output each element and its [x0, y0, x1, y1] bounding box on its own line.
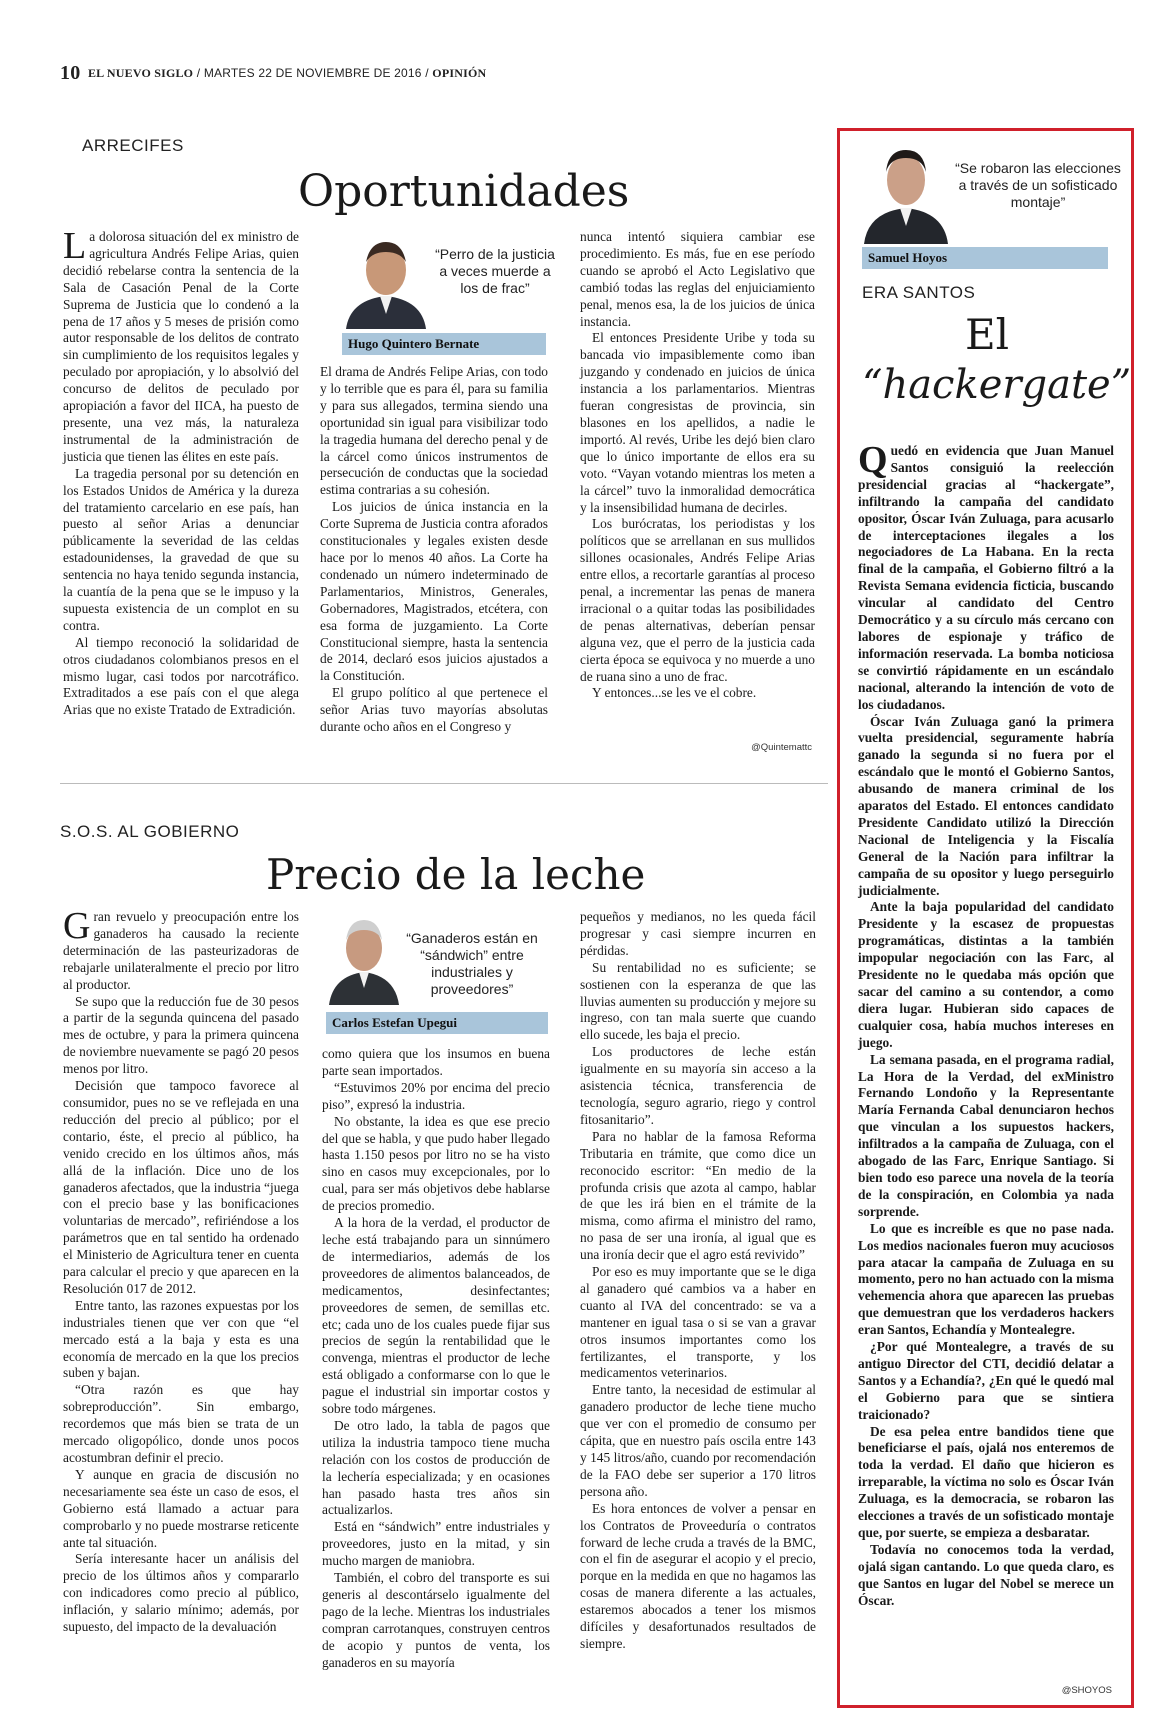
paragraph: La tragedia personal por su detención en los Estados Unidos de América y la dureza del tratamiento carcelario en ese país, han puesto al señor Arias a denunciar públicamente la severidad de las celdas estadounidenses, la gravedad de que su sentencia no haya tenido segunda instancia, la cuantía de la pena que se le impuso y la supuesta existencia de un complot en su contra. [63, 465, 299, 633]
article1-kicker: ARRECIFES [82, 136, 184, 155]
article2-author-name: Carlos Estefan Upegui [326, 1012, 548, 1034]
paragraph: A la hora de la verdad, el productor de leche está trabajando para un sinnúmero de intermediarios, además de los proveedores de alimentos balanceados, de medicamentos, desinfectantes; proveedores de semen, de semillas etc. etc; cada uno de los cuales puede fijar sus precios de según la rentabilidad que le convenga, mientras el productor de leche está obligado a conformarse con lo que le pague el industrial sin importar costos y sobre todo márgenes. [322, 1215, 550, 1417]
paragraph: No obstante, la idea es que ese precio del que se habla, y que pudo haber llegado hasta 1.150 pesos por litro no se ha visto sino en casos muy excepcionales, por lo cual, para ser más objetivos debe hablarse de precios promedio. [322, 1113, 550, 1214]
paragraph: De esa pelea entre bandidos tiene que beneficiarse el país, ojalá nos enteremos de toda la verdad. El daño que hicieron es irreparable, la víctima no solo es Óscar Iván Zuluaga, es la democracia, se robaron las elecciones a través de un sofisticado montaje que, por suerte, se empieza a desbaratar. [858, 1423, 1114, 1540]
drop-cap: G [63, 905, 91, 947]
article3-title-line-2: “hackergate” [862, 362, 1132, 408]
paragraph: Los juicios de única instancia en la Corte Suprema de Justicia contra aforados constitucionales y legales existen desde hace por lo menos 40 años. La Corte ha condenado un número indeterminado de Parlamentarios, Ministros, Generales, Gobernadores, Magistrados, etcétera, con esa forma de juzgamiento. La Corte Constitucional siempre, hasta la sentencia de 2014, declaró esos juicios ajustados a la Constitución. [320, 499, 548, 684]
article1-title: Oportunidades [298, 166, 630, 217]
paragraph: “Otra razón es que hay sobreproducción”. Sin embargo, recordemos que más bien se trata de un mercado oligopólico, donde unos pocos acostumbran definir el precio. [63, 1382, 299, 1465]
paragraph: Ante la baja popularidad del candidato Presidente y la escasez de propuestas programáticas, distintas a la también impopular negociación con las Farc, al Presidente no le quedaba más opción que sacar del camino a su contendor, a como diera lugar. Hubieran sido capaces de cualquier cosa, había muchos intereses en juego. [858, 899, 1114, 1050]
paragraph: Está en “sándwich” entre industriales y proveedores, justo en la mitad, y sin mucho margen de maniobra. [322, 1519, 550, 1569]
paragraph: Óscar Iván Zuluaga ganó la primera vuelta presidencial, seguramente habría ganado la segunda si no fuera por el escándalo que le montó el Gobierno Santos, abusando de manera criminal de los aparatos del Estado. El entonces candidato Presidente Candidato utilizó la Dirección Nacional de Inteligencia y la Fiscalía General de la Nación para infiltrar la campaña de su opositor y luego perseguirlo judicialmente. [858, 713, 1114, 898]
paragraph: La dolorosa situación del ex ministro de agricultura Andrés Felipe Arias, quien decidió rebelarse contra la sentencia de la Sala de Casación Penal de la Corte Suprema de Justicia que lo condenó a la pena de 17 años y 5 meses de prisión como autor responsable de los delitos de contrato sin cumplimiento de los requisitos legales y peculado por apropiación, y lo absolvió del concurso de delitos de peculado por apropiación a favor del IICA, ha puesto de presente, una vez más, la naturaleza instrumental de la administración de justicia que tienen las élites en este país. [63, 225, 299, 464]
author-photo-estefan [325, 910, 403, 1005]
drop-cap: L [63, 225, 87, 267]
drop-cap: Q [858, 439, 888, 481]
paragraph: Quedó en evidencia que Juan Manuel Santos consiguió la reelección presidencial gracias al “hackergate”, infiltrando la campaña del candidato opositor, Óscar Iván Zuluaga, para acusarlo de interceptaciones ilegales a los negociadores de La Habana. En la recta final de la campaña, el Gobierno filtró a la Revista Semana evidencia ficticia, buscando vincular al candidato del Centro Democrático y a su círculo más cercano con labores de espionaje y tráfico de información reservada. La bomba noticiosa se convirtió rápidamente en un escándalo nacional, alterando la intención de voto de los ciudadanos. [858, 439, 1114, 712]
paragraph: Para no hablar de la famosa Reforma Tributaria en trámite, que como dice un reconocido escritor: “En medio de la profunda crisis que azota al campo, hablar de que les irá bien en el trámite de la misma, como afirma el ministro del ramo, no pasa de ser una ironía, al igual que es una ironía decir que el agro está revivido” [580, 1128, 816, 1263]
issue-date: MARTES 22 DE NOVIEMBRE DE 2016 [203, 66, 422, 80]
article1-column-3 [580, 229, 815, 702]
article3-handle: @SHOYOS [1061, 1685, 1112, 1696]
article2-kicker: S.O.S. AL GOBIERNO [60, 822, 240, 841]
paragraph: Al tiempo reconoció la solidaridad de otros ciudadanos colombianos presos en el mismo lugar, casi todos por narcotráfico. Extraditados a ese país con el que alega Arias que no existe Tratado de Extradición. [63, 634, 299, 718]
article3-pull-quote: “Se robaron las elecciones a través de un sofisticado montaje” [955, 160, 1121, 210]
article2-column-2 [322, 1046, 550, 1672]
paragraph: El grupo político al que pertenece el señor Arias tuvo mayorías absolutas durante ocho años en el Congreso y [320, 685, 548, 735]
page-header: 10 EL NUEVO SIGLO / MARTES 22 DE NOVIEMBRE DE 2016 / OPINIÓN [60, 62, 487, 84]
paragraph: Lo que es increíble es que no pase nada. Los medios nacionales fueron muy acuciosos para atacar la campaña de Zuluaga en su momento, pero no han actuado con la misma vehemencia ahora que aparecen las pruebas que demuestran que los verdaderos hackers eran Santos, Echandía y Montealegre. [858, 1220, 1114, 1338]
paragraph: Entre tanto, las razones expuestas por los industriales tienen que ver con que “el mercado está a la baja y esta es una economía de mercado en la que los precios suben y bajan. [63, 1297, 299, 1381]
paragraph: Todavía no conocemos toda la verdad, ojalá sigan cantando. Lo que queda claro, es que Santos en lugar del Nobel se merece un Óscar. [858, 1541, 1114, 1608]
paragraph: Por eso es muy importante que se le diga al ganadero qué cambios va a haber en cuanto al IVA del concentrado: se va a mantener en igual tasa o si se van a gravar otros insumos importantes como los fertilizantes, el transporte, y los medicamentos veterinarios. [580, 1264, 816, 1381]
author-photo-quintero [340, 234, 432, 329]
article1-column-1 [63, 225, 299, 719]
author-photo-hoyos [860, 140, 952, 244]
paragraph: Su rentabilidad no es suficiente; se sostienen con la esperanza de que las lluvias aumenten su producción y mejore su ingreso, con tan mala suerte que cuando ello sucede, les baja el precio. [580, 959, 816, 1043]
article3-kicker: ERA SANTOS [862, 283, 976, 302]
article1-pull-quote: “Perro de la justicia a veces muerde a los de frac” [435, 246, 555, 296]
paragraph: También, el cobro del transporte es sui generis al descontárselo igualmente del pago de la leche. Mientras los industriales compran carrotanques, construyen centros de acopio y puntos de venta, los ganaderos en su mayoría [322, 1570, 550, 1670]
article2-pull-quote: “Ganaderos están en “sándwich” entre industriales y proveedores” [406, 930, 538, 997]
paragraph: Entre tanto, la necesidad de estimular al ganadero productor de leche tiene mucho que ver con el promedio de consumo per cápita, que en nuestro país oscila entre 143 y 145 litros/año, cuando por recomendación de la FAO debe ser superior a 170 litros persona año. [580, 1382, 816, 1499]
article3-author-name: Samuel Hoyos [862, 247, 1108, 269]
paragraph: El drama de Andrés Felipe Arias, con todo y lo terrible que es para él, para su familia y para sus allegados, termina siendo una oportunidad sin igual para visibilizar todo la tragedia humana del derecho penal y de la cárcel como únicos instrumentos de persecución de conductas que la sociedad estima contrarias a su cohesión. [320, 364, 548, 498]
section-divider [60, 783, 828, 784]
paper-name: EL NUEVO SIGLO [87, 66, 194, 80]
page-number: 10 [60, 62, 81, 84]
section-name: OPINIÓN [432, 66, 487, 80]
paragraph: como quiera que los insumos en buena parte sean importados. [322, 1046, 550, 1078]
paragraph: Y aunque en gracia de discusión no necesariamente sea éste un caso de esos, el Gobierno está llamado a actuar para comprobarlo y no puede mostrarse reticente ante tal situación. [63, 1466, 299, 1550]
paragraph: ¿Por qué Montealegre, a través de su antiguo Director del CTI, decidió delatar a Santos y a Echandía?, ¿En qué le quedó mal el Gobierno para que se sintiera traicionado? [858, 1339, 1114, 1422]
paragraph: El entonces Presidente Uribe y toda su bancada vio impasiblemente como iban juzgando y condenado en juicios de única instancia a los parlamentarios. Mientras fueran congresistas de provincia, sin blasones en los apellidos, a nadie le importó. Al revés, Uribe les dejó bien claro que lo único importante de ellos era su voto. “Vayan votando mientras los meten a la cárcel” tuvo la inmoralidad democrática y la insensibilidad humana de decirles. [580, 330, 815, 515]
article1-column-2 [320, 364, 548, 736]
paragraph: “Estuvimos 20% por encima del precio piso”, expresó la industria. [322, 1079, 550, 1112]
article1-handle: @Quintemattc [751, 742, 812, 753]
article1-author-name: Hugo Quintero Bernate [342, 333, 546, 355]
article2-column-3 [580, 909, 816, 1653]
paragraph: La semana pasada, en el programa radial, La Hora de la Verdad, del exMinistro Fernando Londoño y la Representante María Fernanda Cabal denunciaron hechos que vinculan a los supuestos hackers, infiltrados a la campaña de Zuluaga, con el abogado de las Farc, Enrique Santiago. Si bien todo eso parece una novela de la teoría de la conspiración, en Colombia ya nada sorprende. [858, 1051, 1114, 1219]
paragraph: Y entonces...se les ve el cobre. [592, 685, 757, 701]
paragraph: Los productores de leche están igualmente en su mayoría sin acceso a la asistencia técnica, transferencia de tecnología, seguro agrario, riego y control fitosanitario”. [580, 1044, 816, 1127]
paragraph: nunca intentó siquiera cambiar ese procedimiento. Es más, fue en ese período cuando se aprobó el Acto Legislativo que cambió todas las reglas del enjuiciamiento penal, menos esa, la de los juicios de única instancia. [580, 229, 815, 329]
article2-title: Precio de la leche [266, 850, 646, 899]
paragraph: Sería interesante hacer un análisis del precio de los últimos años y compararlo con indicadores como precio al público, inflación, y salario mínimo; además, por supuesto, del impacto de la devaluación [63, 1551, 299, 1635]
paragraph: Decisión que tampoco favorece al consumidor, pues no se ve reflejada en una reducción del precio al público; por el contario, éste, el precio al público, ha venido crecido en los últimos años, más allá de la inflación. Dice uno de los ganaderos afectados, que la industria “juega con el precio base y las bonificaciones voluntarias de mercado”, refiriéndose a los parámetros que en tal sentido ha ordenado el Ministerio de Agricultura tener en cuenta para calcular el precio y que aparecen en la Resolución 017 de 2012. [63, 1078, 299, 1296]
paragraph: pequeños y medianos, no les queda fácil progresar y casi siempre incurren en pérdidas. [580, 909, 816, 958]
paragraph: Es hora entonces de volver a pensar en los Contratos de Proveeduría o contratos forward de leche cruda a través de la BMC, con el fin de asegurar el acopio y el precio, porque en la medida en que no hagamos las cosas de manera diferente a las actuales, estaremos abocados a tener los mismos difíciles y desafortunados resultados de siempre. [580, 1500, 816, 1651]
article2-column-1 [63, 905, 299, 1636]
article3-title-line-1: El [964, 310, 1010, 359]
paragraph: Los burócratas, los periodistas y los políticos que se arrellanan en sus mullidos sillones ocasionales, Andrés Felipe Arias entre ellos, a recortarle garantías al proceso penal, a incrementar las penas de manera irracional o a quitar todas las posibilidades de penas alternativas, deberían pensar alguna vez, que el perro de la justicia cada cierta época se equivoca y no muerde a uno de ruana sino a uno de frac. [580, 516, 815, 684]
article3-body [858, 439, 1114, 1610]
paragraph: Se supo que la reducción fue de 30 pesos a partir de la segunda quincena del pasado mes de octubre, y para la primera quincena de noviembre nuevamente se pagó 20 pesos menos por litro. [63, 993, 299, 1077]
paragraph: De otro lado, la tabla de pagos que utiliza la industria tampoco tiene mucha relación con los costos de producción de la lechería especializada; y en ocasiones han pasado hasta tres años sin actualizarlos. [322, 1417, 550, 1518]
paragraph: Gran revuelo y preocupación entre los ganaderos ha causado la reciente determinación de las pasteurizadoras de rebajarle unilateralmente el precio por litro al productor. [63, 905, 299, 992]
